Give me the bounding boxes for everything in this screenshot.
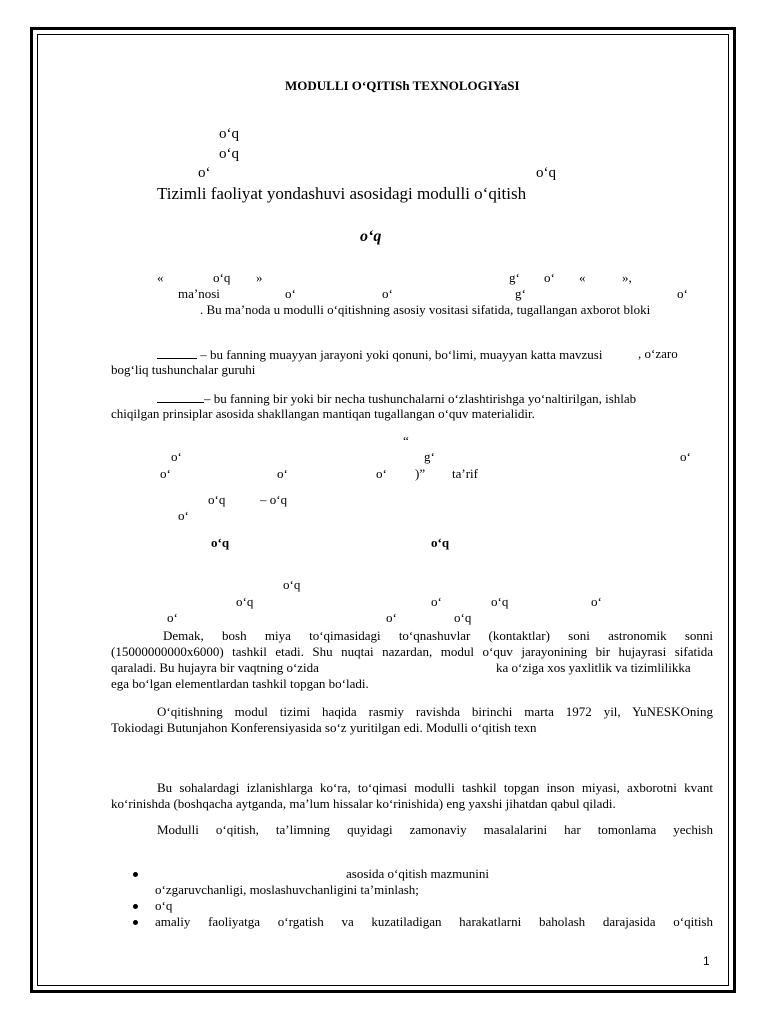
fragment: o‘q [454,610,472,625]
fragment: o‘q [213,270,231,285]
fragment: « [579,270,586,285]
fragment: o‘ [178,508,189,523]
fragment: o‘q [219,146,239,162]
paragraph-line: Tokiodagi Butunjahon Konferensiyasida so‘z yuritilgan edi. Modulli o‘qitish texn [111,720,537,735]
fragment-bold: o‘q [431,535,450,550]
fragment: o‘ [431,594,442,609]
fragment: », [622,270,632,285]
blank-line [157,346,197,359]
blank-line [157,390,204,403]
fragment: o‘ [285,286,296,301]
fragment: » [256,270,263,285]
fragment: g‘ [515,286,526,301]
paragraph-line: O‘qitishning modul tizimi haqida rasmiy ravishda birinchi marta 1972 yil, YuNESKOning [157,704,713,719]
fragment: )” [415,466,426,481]
fragment: o‘q [219,126,239,142]
fragment: o‘q [236,594,254,609]
definition-text: – bu fanning muayyan jarayoni yoki qonuni, bo‘limi, muayyan katta mavzusi [200,347,603,362]
list-item: asosida o‘qitish mazmunini [346,866,489,881]
paragraph-line: Demak, bosh miya to‘qimasidagi to‘qnashuvlar (kontaktlar) soni astronomik sonni [163,628,713,643]
section-heading: Tizimli faoliyat yondashuvi asosidagi modulli o‘qitish [157,184,527,203]
page-number: 1 [703,954,710,968]
fragment: o‘ [277,466,288,481]
fragment: o‘q [283,577,301,592]
fragment: g‘ [509,270,520,285]
fragment: o‘ [167,610,178,625]
bullet-dot [133,872,138,877]
list-item: o‘q [155,898,173,913]
fragment: o‘ [376,466,387,481]
definition-line [157,346,602,363]
document-title: MODULLI O‘QITISh TEXNOLOGIYaSI [285,78,520,93]
fragment: o‘ [382,286,393,301]
fragment: o‘ [198,165,211,181]
fragment: o‘ [544,270,555,285]
section-subheading: o‘q [360,228,382,245]
fragment: o‘q [491,594,509,609]
fragment: o‘ [386,610,397,625]
list-item: o‘zgaruvchanligi, moslashuvchanligini ta’minlash; [155,882,419,897]
fragment: o‘q [536,165,556,181]
fragment: o‘ [680,449,691,464]
fragment: ma’nosi [178,286,220,301]
paragraph-line: chiqilgan prinsiplar asosida shakllangan mantiqan tugallangan o‘quv materialidir. [111,406,535,421]
fragment: g‘ [424,449,435,464]
list-item: amaliy faoliyatga o‘rgatish va kuzatiladigan harakatlarni baholash darajasida o‘qitish [155,914,713,929]
paragraph-line: ka o‘ziga xos yaxlitlik va tizimlilikka [496,660,691,675]
paragraph-line: Bu sohalardagi izlanishlarga ko‘ra, to‘qimasi modulli tashkil topgan inson miyasi, axborotni kvant [157,780,713,795]
fragment: « [157,270,164,285]
fragment: ta’rif [452,466,478,481]
fragment: o‘ [677,286,688,301]
fragment: o‘ [591,594,602,609]
paragraph-line: qaraladi. Bu hujayra bir vaqtning o‘zida [111,660,319,675]
fragment-bold: o‘q [211,535,230,550]
paragraph-line: ko‘rinishda (boshqacha aytganda, ma’lum hissalar ko‘rinishida) eng yaxshi jihatdan qabul qiladi. [111,796,616,811]
paragraph-line: ega bo‘lgan elementlardan tashkil topgan bo‘ladi. [111,676,369,691]
paragraph-line: bog‘liq tushunchalar guruhi [111,362,256,377]
bullet-dot [133,904,138,909]
definition-line [157,390,636,407]
fragment: o‘q [208,492,226,507]
paragraph-line: (15000000000x6000) tashkil etadi. Shu nuqtai nazardan, modul o‘quv jarayonining bir hujayrasi sifatida [111,644,713,659]
fragment: – o‘q [260,492,288,507]
paragraph-line: , o‘zaro [638,346,678,361]
fragment: o‘ [171,449,182,464]
page-border-inner [37,34,729,986]
definition-text: – bu fanning bir yoki bir necha tushunchalarni o‘zlashtirishga yo‘naltirilgan, ishlab [204,391,637,406]
bullet-dot [133,920,138,925]
fragment: o‘ [160,466,171,481]
fragment: “ [403,433,409,448]
paragraph-line: . Bu ma’noda u modulli o‘qitishning asosiy vositasi sifatida, tugallangan axborot bloki [200,302,651,317]
paragraph-line: Modulli o‘qitish, ta’limning quyidagi zamonaviy masalalarini har tomonlama yechish [157,822,713,837]
